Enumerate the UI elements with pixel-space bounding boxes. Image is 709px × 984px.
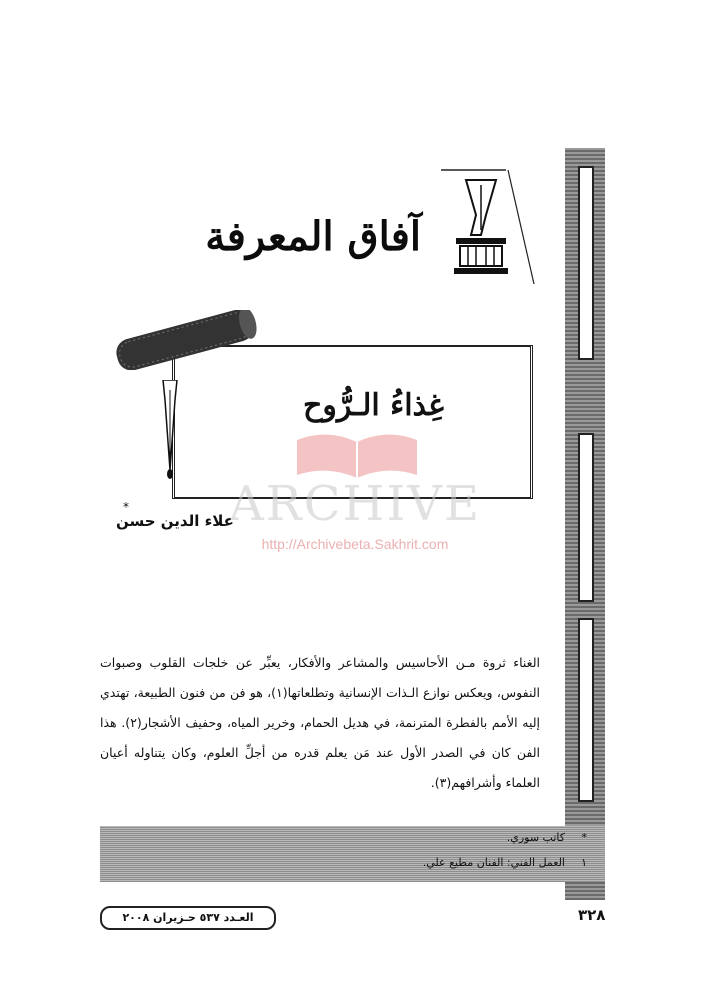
footnote-text: كاتب سوري. bbox=[506, 831, 565, 844]
decorative-side-strip bbox=[565, 148, 605, 900]
clay-cylinder-icon bbox=[110, 310, 260, 370]
footnote-mark: ١ bbox=[581, 856, 587, 869]
author-footnote-mark: * bbox=[123, 500, 129, 514]
strip-panel bbox=[578, 166, 594, 360]
author-name: علاء الدين حسن bbox=[116, 512, 234, 530]
issue-label: العـدد ٥٣٧ حـزيران ٢٠٠٨ bbox=[100, 906, 276, 930]
page-number: ٣٢٨ bbox=[578, 906, 606, 924]
article-body: الغناء ثروة مـن الأحاسيس والمشاعر والأفكار، يعبِّر عن خلجات القلوب وصبوات النفوس، ويعكس نوازع الـذات الإنسانية وتطلعاتها(١)، هو فن من فنون الطبيعة، تهتدي إليه الأمم بالفطرة المترنمة، في هديل الحمام، وخرير المياه، وحفيف الأشجار(٢). هذا الفن كان في الصدر الأول عند مَن يعلم قدره من أجلِّ العلوم، وكان يتناوله أعيان العلماء وأشرافهم(٣). bbox=[100, 655, 541, 790]
magazine-title: آفاق المعرفة bbox=[205, 213, 421, 260]
watermark-url: http://Archivebeta.Sakhrit.com bbox=[261, 536, 449, 552]
watermark-text: ARCHIVE bbox=[228, 476, 482, 532]
footnotes-bar bbox=[100, 826, 605, 882]
footnote-text: العمل الفني: الفنان مطيع علي. bbox=[422, 856, 565, 869]
footnote-mark: * bbox=[581, 831, 587, 844]
strip-panel bbox=[578, 433, 594, 602]
strip-panel bbox=[578, 618, 594, 802]
watermark-book-icon bbox=[292, 420, 422, 480]
article-title: غِذاءُ الـرُّوح bbox=[303, 388, 444, 423]
pen-column-logo-icon bbox=[436, 160, 536, 284]
writing-nib-icon bbox=[155, 380, 185, 480]
